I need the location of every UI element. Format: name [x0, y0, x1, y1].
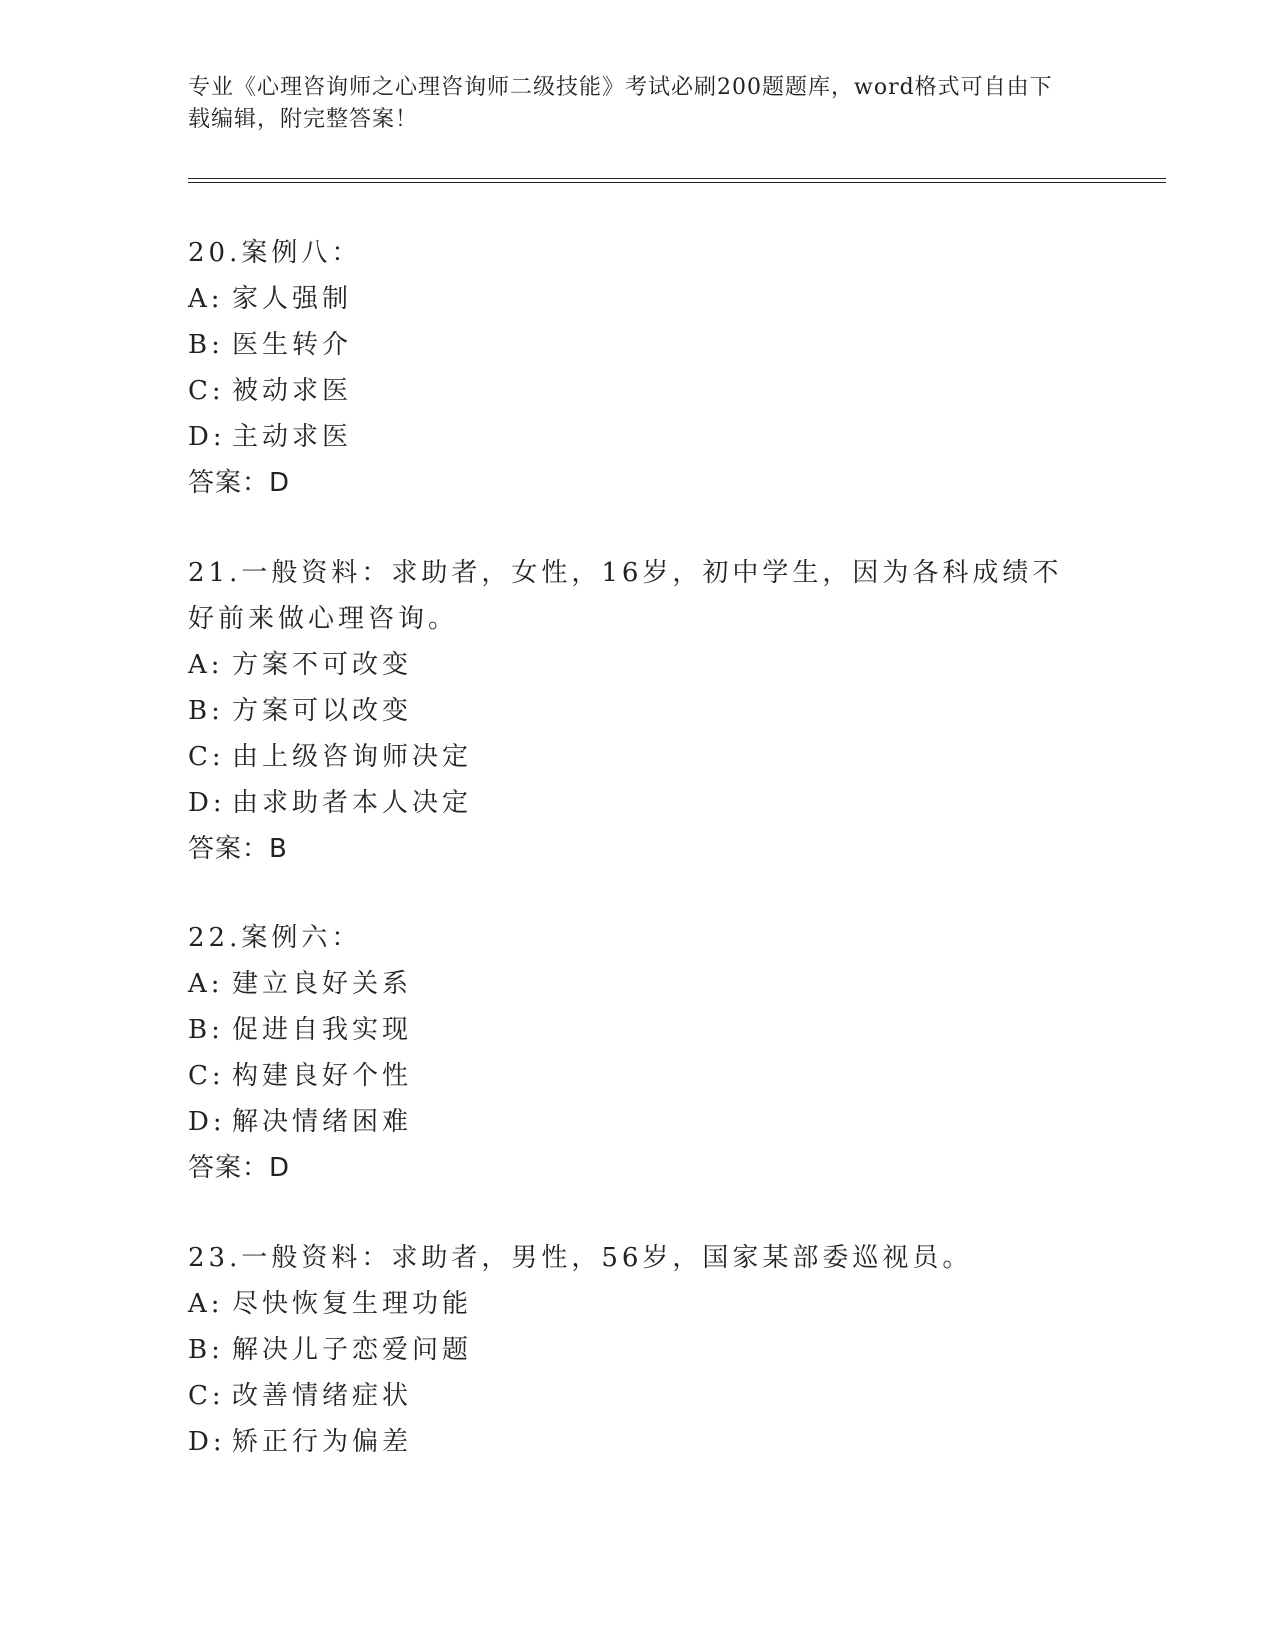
option-c	[188, 368, 1088, 414]
question-23	[188, 1235, 1088, 1465]
option-b	[188, 1327, 1088, 1373]
option-b	[188, 688, 1088, 734]
option-d	[188, 1419, 1088, 1465]
option-d	[188, 780, 1088, 826]
option-label: D:	[188, 1107, 226, 1137]
option-text: 解决情绪困难	[232, 1107, 413, 1137]
option-text: 建立良好关系	[232, 969, 413, 999]
option-b	[188, 1007, 1088, 1053]
option-text: 构建良好个性	[232, 1061, 413, 1091]
option-a	[188, 642, 1088, 688]
option-text: 尽快恢复生理功能	[232, 1289, 473, 1319]
option-label: A:	[188, 969, 224, 999]
answer-line: 答案：B	[188, 834, 288, 864]
option-d	[188, 414, 1088, 460]
option-label: D:	[188, 788, 226, 818]
document-header: 专业《心理咨询师之心理咨询师二级技能》考试必刷200题题库，word格式可自由下载编辑，附完整答案！	[188, 75, 1053, 132]
option-label: C:	[188, 376, 225, 406]
option-label: B:	[188, 696, 224, 726]
option-label: B:	[188, 1015, 224, 1045]
answer-line: 答案：D	[188, 1153, 291, 1183]
option-d	[188, 1099, 1088, 1145]
option-text: 方案不可改变	[232, 650, 413, 680]
option-text: 促进自我实现	[232, 1015, 413, 1045]
header-divider-top	[188, 178, 1166, 179]
option-c	[188, 1373, 1088, 1419]
option-label: A:	[188, 284, 224, 314]
option-c	[188, 734, 1088, 780]
answer-line: 答案：D	[188, 468, 291, 498]
question-stem: 23.一般资料：求助者，男性，56岁，国家某部委巡视员。	[188, 1243, 973, 1273]
option-label: D:	[188, 422, 226, 452]
option-text: 由上级咨询师决定	[232, 742, 473, 772]
option-label: C:	[188, 1061, 225, 1091]
option-label: A:	[188, 650, 224, 680]
question-stem: 22.案例六：	[188, 923, 362, 953]
option-a	[188, 961, 1088, 1007]
option-label: D:	[188, 1427, 226, 1457]
option-label: C:	[188, 1381, 225, 1411]
option-text: 解决儿子恋爱问题	[232, 1335, 473, 1365]
option-text: 方案可以改变	[232, 696, 413, 726]
question-21	[188, 550, 1088, 872]
option-a	[188, 1281, 1088, 1327]
option-text: 改善情绪症状	[232, 1381, 413, 1411]
option-text: 主动求医	[232, 422, 353, 452]
option-label: B:	[188, 330, 224, 360]
question-22	[188, 915, 1088, 1191]
option-label: A:	[188, 1289, 224, 1319]
question-stem: 20.案例八：	[188, 238, 362, 268]
option-text: 家人强制	[232, 284, 353, 314]
option-label: B:	[188, 1335, 224, 1365]
header-divider-bottom	[188, 182, 1166, 183]
option-text: 被动求医	[232, 376, 353, 406]
option-label: C:	[188, 742, 225, 772]
option-c	[188, 1053, 1088, 1099]
option-text: 矫正行为偏差	[232, 1427, 413, 1457]
option-b	[188, 322, 1088, 368]
option-text: 医生转介	[232, 330, 353, 360]
question-stem: 21.一般资料：求助者，女性，16岁，初中学生，因为各科成绩不好前来做心理咨询。	[188, 558, 1063, 634]
question-20	[188, 230, 1088, 506]
option-a	[188, 276, 1088, 322]
option-text: 由求助者本人决定	[232, 788, 473, 818]
